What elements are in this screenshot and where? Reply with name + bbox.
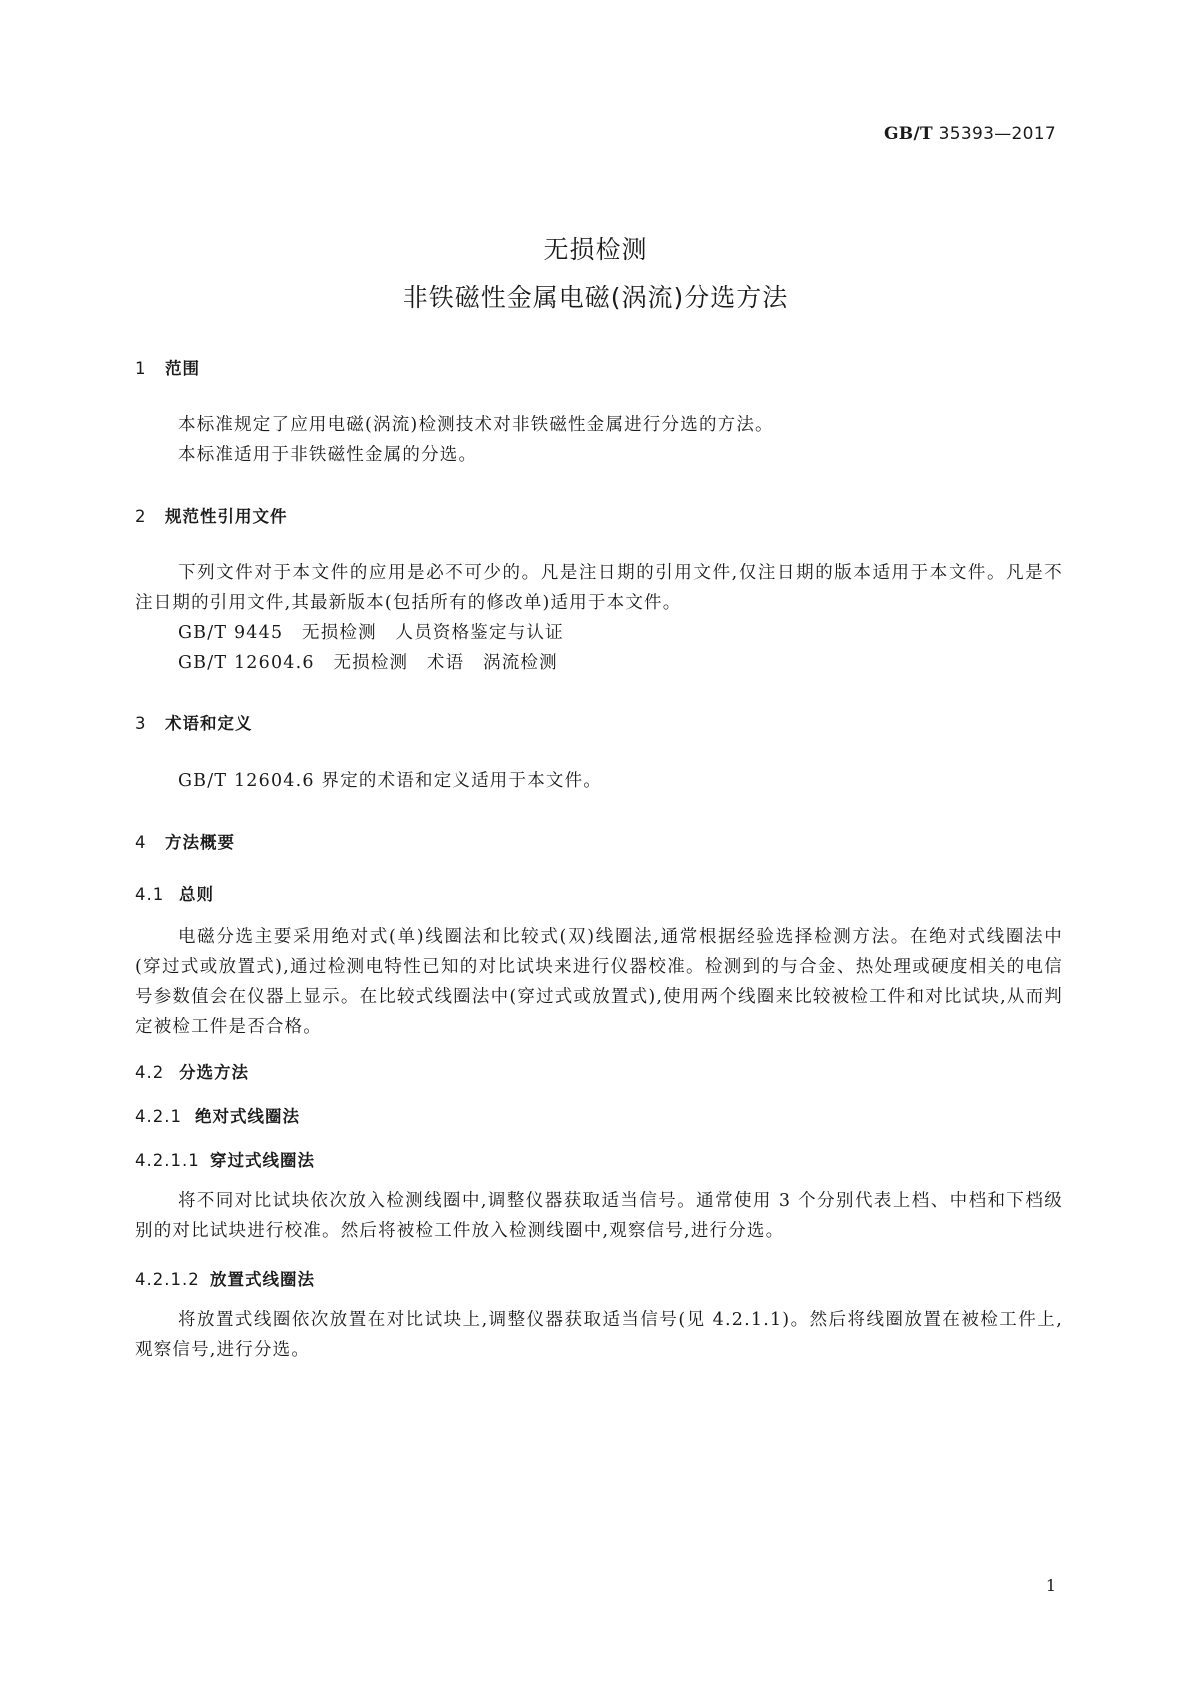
section-4-1-heading — [135, 881, 214, 905]
section-title: 术语和定义 — [165, 714, 253, 733]
section-number: 4.2.1.1 — [135, 1151, 200, 1170]
title-line-1: 无损检测 — [543, 235, 648, 264]
section-title: 放置式线圈法 — [210, 1270, 315, 1289]
section-title: 总则 — [179, 885, 214, 904]
section-3-paragraph-1: GB/T 12604.6 界定的术语和定义适用于本文件。 — [178, 771, 602, 791]
section-2-heading — [135, 503, 288, 527]
section-title: 范围 — [165, 359, 200, 378]
section-number: 4.2.1.2 — [135, 1270, 200, 1289]
section-title: 穿过式线圈法 — [210, 1151, 315, 1170]
section-title: 分选方法 — [179, 1063, 249, 1082]
section-number: 1 — [135, 359, 147, 378]
page-number: 1 — [1045, 1576, 1056, 1595]
section-2-paragraph-1: 下列文件对于本文件的应用是必不可少的。凡是注日期的引用文件,仅注日期的版本适用于本文件。凡是不注日期的引用文件,其最新版本(包括所有的修改单)适用于本文件。 — [135, 563, 1063, 613]
section-number: 2 — [135, 507, 147, 526]
section-4-2-1-1-heading — [135, 1147, 315, 1171]
section-title: 方法概要 — [165, 833, 235, 852]
reference-2: GB/T 12604.6 无损检测 术语 涡流检测 — [178, 653, 558, 673]
section-number: 4 — [135, 833, 147, 852]
reference-1: GB/T 9445 无损检测 人员资格鉴定与认证 — [178, 623, 564, 643]
section-4-2-heading — [135, 1059, 249, 1083]
standard-prefix: GB/T — [883, 124, 933, 144]
section-number: 4.2 — [135, 1063, 165, 1082]
section-number: 4.1 — [135, 885, 165, 904]
section-title: 绝对式线圈法 — [195, 1107, 300, 1126]
section-3-heading — [135, 710, 253, 734]
standard-number: 35393—2017 — [938, 124, 1056, 144]
section-1-paragraph-2: 本标准适用于非铁磁性金属的分选。 — [178, 445, 478, 465]
section-1-paragraph-1: 本标准规定了应用电磁(涡流)检测技术对非铁磁性金属进行分选的方法。 — [178, 415, 774, 435]
section-4-heading — [135, 829, 235, 853]
title-line-2: 非铁磁性金属电磁(涡流)分选方法 — [402, 283, 789, 312]
section-4-2-1-2-paragraph-1: 将放置式线圈依次放置在对比试块上,调整仪器获取适当信号(见 4.2.1.1)。然后将线圈放置在被检工件上,观察信号,进行分选。 — [135, 1310, 1063, 1360]
section-number: 4.2.1 — [135, 1107, 182, 1126]
section-1-heading — [135, 355, 200, 379]
section-number: 3 — [135, 714, 147, 733]
section-4-2-1-1-paragraph-1: 将不同对比试块依次放入检测线圈中,调整仪器获取适当信号。通常使用 3 个分别代表上档、中档和下档级别的对比试块进行校准。然后将被检工件放入检测线圈中,观察信号,进行分选。 — [135, 1191, 1063, 1241]
standard-code — [884, 124, 1056, 144]
section-title: 规范性引用文件 — [165, 507, 288, 526]
section-4-1-paragraph-1: 电磁分选主要采用绝对式(单)线圈法和比较式(双)线圈法,通常根据经验选择检测方法。在绝对式线圈法中(穿过式或放置式),通过检测电特性已知的对比试块来进行仪器校准。检测到的与合金、热处理或硬度相关的电信号参数值会在仪器上显示。在比较式线圈法中(穿过式或放置式),使用两个线圈来比较被检工件和对比试块,从而判定被检工件是否合格。 — [135, 927, 1063, 1037]
section-4-2-1-heading — [135, 1103, 300, 1127]
section-4-2-1-2-heading — [135, 1266, 315, 1290]
